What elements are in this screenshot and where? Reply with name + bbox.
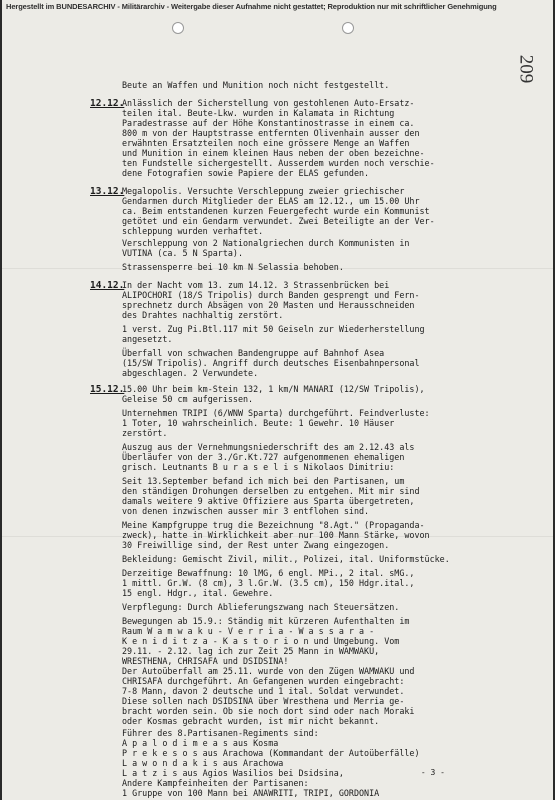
text-line: Paradestrasse auf der Höhe Konstantinostrasse in einem ca. — [122, 118, 415, 128]
text-line: CHRISAFA durchgeführt. An Gefangenen wurden eingebracht: — [122, 676, 405, 686]
text-line: Megalopolis. Versuchte Verschleppung zweier griechischer — [122, 186, 405, 196]
entry-date: 13.12. — [90, 186, 125, 197]
text-line: zweck), hatte in Wirklichkeit aber nur 100 Mann Stärke, wovon — [122, 530, 430, 540]
text-line: Überläufer von der 3./Gr.Kt.727 aufgenommenen ehemaligen — [122, 452, 405, 462]
text-line: Führer des 8.Partisanen-Regiments sind: — [122, 728, 319, 738]
text-line: von denen inzwischen ausser mir 3 entflohen sind. — [122, 506, 370, 516]
text-line: Seit 13.September befand ich mich bei den Partisanen, um — [122, 476, 405, 486]
text-line: bracht worden sein. Ob sie noch dort sind oder nach Moraki — [122, 706, 415, 716]
text-line: des Drahtes nachhaltig zerstört. — [122, 310, 284, 320]
text-line: 800 m von der Hauptstrasse entfernten Olivenhain ausser den — [122, 128, 420, 138]
punch-hole-right — [342, 22, 354, 34]
text-line: 29.11. - 2.12. lag ich zur Zeit 25 Mann in WAMWAKU, — [122, 646, 380, 656]
text-line: grisch. Leutnants B u r a s e l i s Nikolaos Dimitriu: — [122, 462, 395, 472]
entry-date: 14.12. — [90, 280, 125, 291]
archive-header: Hergestellt im BUNDESARCHIV - Militärarchiv - Weitergabe dieser Aufnahme nicht gestattet; Reproduktion nur mit schriftlicher Genehmigung — [6, 2, 497, 11]
text-line: angesetzt. — [122, 334, 173, 344]
text-line: Verschleppung von 2 Nationalgriechen durch Kommunisten in — [122, 238, 410, 248]
text-line: abgeschlagen. 2 Verwundete. — [122, 368, 259, 378]
text-line: K e n i d i t z a - K a s t o r i o n und Umgebung. Vom — [122, 636, 400, 646]
text-line: Derzeitige Bewaffnung: 10 lMG, 6 engl. MPi., 2 ital. sMG., — [122, 568, 415, 578]
text-line: VUTINA (ca. 5 N Sparta). — [122, 248, 244, 258]
text-line: Der Autoüberfall am 25.11. wurde von den Zügen WAMWAKU und — [122, 666, 415, 676]
page-number: 209 — [514, 54, 536, 84]
text-line: sprechnetz durch Absägen von 20 Masten und Herausschneiden — [122, 300, 415, 310]
text-line: schleppung wurden verhaftet. — [122, 226, 264, 236]
text-line: Andere Kampfeinheiten der Partisanen: — [122, 778, 309, 788]
text-line: Meine Kampfgruppe trug die Bezeichnung "8.Agt." (Propaganda- — [122, 520, 425, 530]
text-line: 30 Freiwillige sind, der Rest unter Zwang eingezogen. — [122, 540, 390, 550]
text-line: P r e k e s o s aus Arachowa (Kommandant der Autoüberfälle) — [122, 748, 420, 758]
text-line: 7-8 Mann, davon 2 deutsche und 1 ital. Soldat verwundet. — [122, 686, 405, 696]
text-line: den ständigen Drohungen derselben zu entgehen. Mit mir sind — [122, 486, 420, 496]
text-line: Diese sollen nach DSIDSINA über Wresthena und Merria ge- — [122, 696, 405, 706]
text-line: Überfall von schwachen Bandengruppe auf Bahnhof Asea — [122, 348, 385, 358]
text-line: Gendarmen durch Mitglieder der ELAS am 12.12., um 15.00 Uhr — [122, 196, 420, 206]
text-line: teilen ital. Beute-Lkw. wurden in Kalamata in Richtung — [122, 108, 395, 118]
text-line: Strassensperre bei 10 km N Selassia behoben. — [122, 262, 344, 272]
punch-hole-left — [172, 22, 184, 34]
text-line: ten Fundstelle sichergestellt. Ausserdem wurden noch verschie- — [122, 158, 435, 168]
text-line: 15 engl. Hdgr., ital. Gewehre. — [122, 588, 274, 598]
text-line: zerstört. — [122, 428, 168, 438]
text-line: In der Nacht vom 13. zum 14.12. 3 Strassenbrücken bei — [122, 280, 390, 290]
document-page — [2, 0, 553, 800]
text-line: A p a l o d i m e a s aus Kosma — [122, 738, 279, 748]
text-line: L a w o n d a k i s aus Arachowa — [122, 758, 284, 768]
text-line: 15.00 Uhr beim km-Stein 132, 1 km/N MANARI (12/SW Tripolis), — [122, 384, 425, 394]
text-line: 1 verst. Zug Pi.Btl.117 mit 50 Geiseln zur Wiederherstellung — [122, 324, 425, 334]
text-line: Geleise 50 cm aufgerissen. — [122, 394, 254, 404]
text-line: erwähnten Ersatzteilen noch eine grössere Menge an Waffen — [122, 138, 410, 148]
text-line: ALIPOCHORI (18/S Tripolis) durch Banden gesprengt und Fern- — [122, 290, 420, 300]
text-line: Anlässlich der Sicherstellung von gestohlenen Auto-Ersatz- — [122, 98, 415, 108]
text-line: damals weitere 9 aktive Offiziere aus Sparta übergetreten, — [122, 496, 415, 506]
text-line: getötet und ein Gendarm verwundet. Zwei Beteiligte an der Ver- — [122, 216, 435, 226]
entry-date: 15.12. — [90, 384, 125, 395]
text-line: Unternehmen TRIPI (6/WNW Sparta) durchgeführt. Feindverluste: — [122, 408, 430, 418]
entry-date: 12.12. — [90, 98, 125, 109]
text-line: L a t z i s aus Agios Wasilios bei Dsidsina, — [122, 768, 344, 778]
text-line: WRESTHENA, CHRISAFA und DSIDSINA! — [122, 656, 289, 666]
text-line: 1 Toter, 10 wahrscheinlich. Beute: 1 Gewehr. 10 Häuser — [122, 418, 395, 428]
text-line: oder Kosmas gebracht wurden, ist mir nicht bekannt. — [122, 716, 380, 726]
text-line: Verpflegung: Durch Ablieferungszwang nach Steuersätzen. — [122, 602, 400, 612]
text-line: Raum W a m w a k u - V e r r i a - W a s s a r a - — [122, 626, 375, 636]
text-line: 1 Gruppe von 100 Mann bei ANAWRITI, TRIPI, GORDONIA — [122, 788, 380, 798]
intro-line: Beute an Waffen und Munition noch nicht festgestellt. — [122, 80, 390, 90]
text-line: 1 mittl. Gr.W. (8 cm), 3 l.Gr.W. (3.5 cm), 150 Hdgr.ital., — [122, 578, 415, 588]
text-line: dene Fotografien sowie Papiere der ELAS gefunden. — [122, 168, 370, 178]
page-footer: - 3 - — [420, 768, 445, 777]
text-line: Bekleidung: Gemischt Zivil, milit., Polizei, ital. Uniformstücke. — [122, 554, 450, 564]
text-line: Bewegungen ab 15.9.: Ständig mit kürzeren Aufenthalten im — [122, 616, 410, 626]
text-line: und Munition in einem kleinen Haus neben der oben bezeichne- — [122, 148, 425, 158]
text-line: Auszug aus der Vernehmungsniederschrift des am 2.12.43 als — [122, 442, 415, 452]
text-line: ca. Beim entstandenen kurzen Feuergefecht wurde ein Kommunist — [122, 206, 430, 216]
text-line: (15/SW Tripolis). Angriff durch deutsches Eisenbahnpersonal — [122, 358, 420, 368]
